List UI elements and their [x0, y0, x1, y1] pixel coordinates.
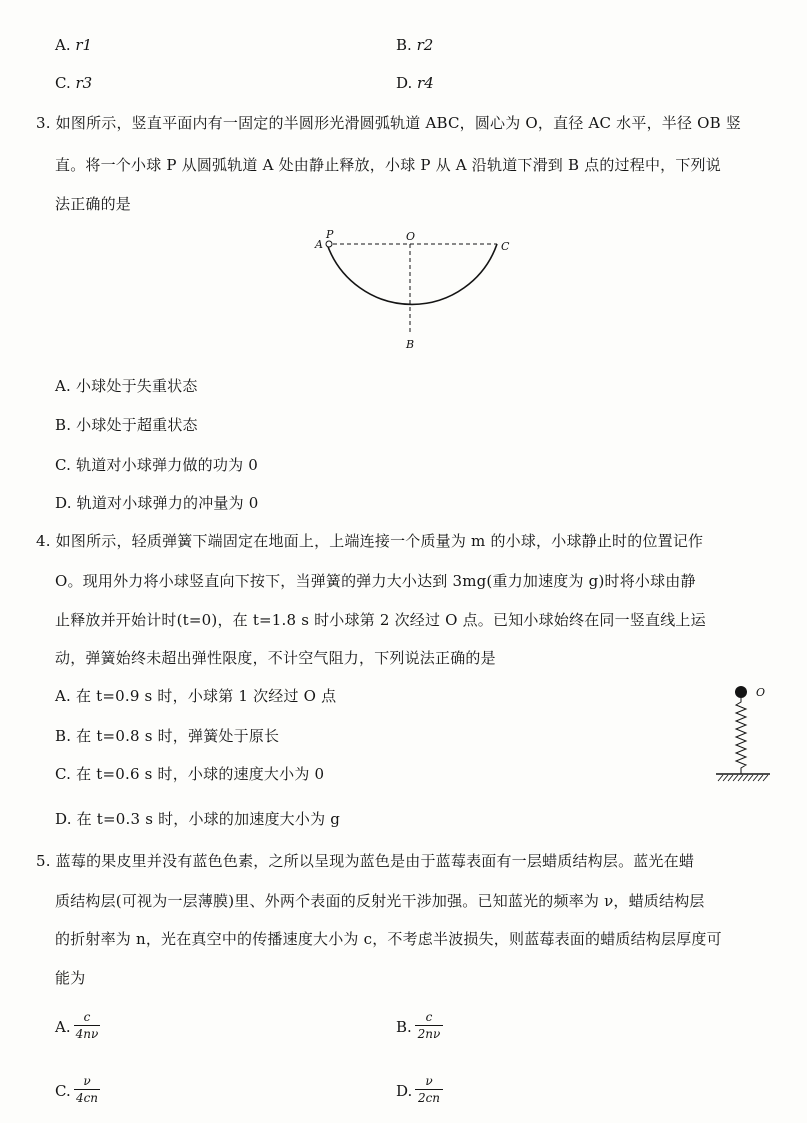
- numerator: c: [425, 1010, 433, 1024]
- q4-option-a: A. 在 t=0.9 s 时，小球第 1 次经过 O 点: [55, 687, 337, 705]
- q5-option-c-label: C.: [55, 1082, 71, 1100]
- numerator: ν: [83, 1074, 91, 1088]
- q4-stem-line-2: O。现用外力将小球竖直向下按下，当弹簧的弹力大小达到 3mg(重力加速度为 g)时将小球由静: [55, 572, 696, 590]
- q3-option-d: D. 轨道对小球弹力的冲量为 0: [55, 494, 259, 512]
- q3-option-c: C. 轨道对小球弹力做的功为 0: [55, 456, 258, 474]
- spring: [736, 698, 746, 774]
- q3-stem-line-1: 3. 如图所示，竖直平面内有一固定的半圆形光滑圆弧轨道 ABC，圆心为 O，直径 AC 水平，半径 OB 竖: [36, 114, 742, 132]
- denominator: 4nν: [75, 1027, 99, 1041]
- q5-option-b-label: B.: [396, 1018, 412, 1036]
- q4-stem-line-1: 4. 如图所示，轻质弹簧下端固定在地面上，上端连接一个质量为 m 的小球，小球静止时的位置记作: [36, 532, 704, 550]
- q5-option-b-fraction: [415, 1010, 443, 1041]
- option-text: r1: [75, 36, 93, 54]
- label-b: B: [406, 338, 415, 351]
- option-text: r2: [416, 36, 434, 54]
- label-c: C: [501, 240, 510, 253]
- label-p: P: [326, 228, 334, 241]
- q5-stem-line-4: 能为: [55, 969, 86, 987]
- option-label: D.: [396, 74, 413, 92]
- q4-stem-line-3: 止释放并开始计时(t=0)，在 t=1.8 s 时小球第 2 次经过 O 点。已知小球始终在同一竖直线上运: [55, 611, 706, 629]
- q5-option-d-label: D.: [396, 1082, 413, 1100]
- label-o: O: [406, 230, 416, 243]
- option-label: C.: [55, 74, 71, 92]
- option-label: B.: [396, 36, 412, 54]
- label-o: O: [756, 686, 766, 699]
- q5-option-a-label: A.: [55, 1018, 71, 1036]
- q4-option-c: C. 在 t=0.6 s 时，小球的速度大小为 0: [55, 765, 325, 783]
- q5-option-c-fraction: [74, 1074, 100, 1105]
- ball: [735, 686, 747, 698]
- q5-stem-line-2: 质结构层(可视为一层薄膜)里、外两个表面的反射光干涉加强。已知蓝光的频率为 ν，蜡质结构层: [55, 892, 705, 910]
- option-text: r3: [75, 74, 93, 92]
- q3-option-b: B. 小球处于超重状态: [55, 416, 198, 434]
- q5-option-a-fraction: [74, 1010, 100, 1041]
- q4-option-d: D. 在 t=0.3 s 时，小球的加速度大小为 g: [55, 810, 341, 828]
- ground-hatching: [718, 775, 768, 781]
- q3-option-a: A. 小球处于失重状态: [55, 377, 198, 395]
- q4-stem-line-4: 动，弹簧始终未超出弹性限度，不计空气阻力，下列说法正确的是: [55, 649, 496, 667]
- option-label: A.: [55, 36, 71, 54]
- q5-option-d-fraction: [415, 1074, 443, 1105]
- denominator: 4cn: [75, 1091, 99, 1105]
- option-text: r4: [417, 74, 434, 92]
- q3-stem-line-3: 法正确的是: [55, 195, 132, 213]
- q3-stem-line-2: 直。将一个小球 P 从圆弧轨道 A 处由静止释放，小球 P 从 A 沿轨道下滑到 B 点的过程中，下列说: [55, 156, 721, 174]
- q5-stem-line-1: 5. 蓝莓的果皮里并没有蓝色色素，之所以呈现为蓝色是由于蓝莓表面有一层蜡质结构层。蓝光在蜡: [36, 852, 695, 870]
- label-a: A: [315, 238, 323, 251]
- denominator: 2cn: [417, 1091, 441, 1105]
- numerator: ν: [425, 1074, 433, 1088]
- denominator: 2nν: [417, 1027, 441, 1041]
- q5-stem-line-3: 的折射率为 n，光在真空中的传播速度大小为 c，不考虑半波损失，则蓝莓表面的蜡质结构层厚度可: [55, 930, 722, 948]
- numerator: c: [83, 1010, 91, 1024]
- q4-option-b: B. 在 t=0.8 s 时，弹簧处于原长: [55, 727, 280, 745]
